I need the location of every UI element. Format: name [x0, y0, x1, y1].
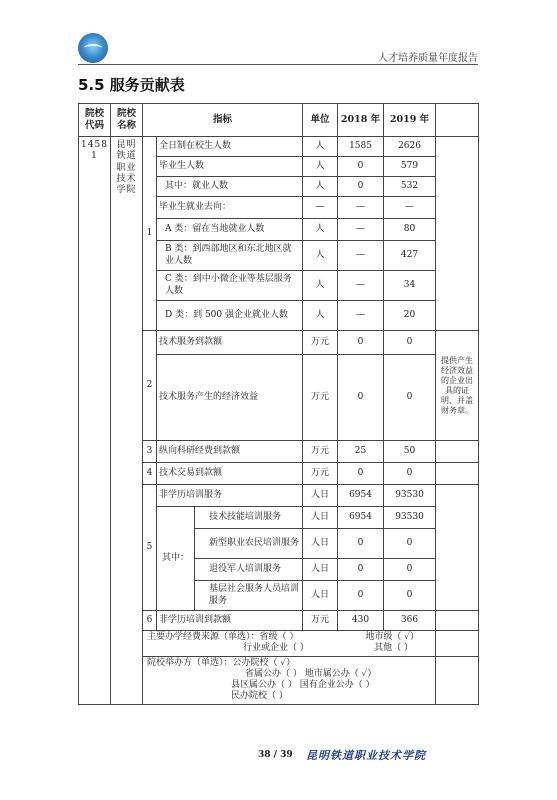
row-label: 技术技能培训服务 — [195, 507, 303, 529]
group-number: 2 — [143, 331, 157, 441]
row-2019: 0 — [384, 463, 436, 485]
operator-private-option: 民办院校（ ） — [231, 691, 288, 702]
row-note-empty — [436, 611, 479, 631]
evidence-note: 提供产生经济效益的企业出具的证明、并盖财务章。 — [436, 331, 479, 441]
row-2019: — — [384, 197, 436, 219]
row-unit: 万元 — [303, 355, 338, 441]
row-unit: 人日 — [303, 485, 338, 507]
header-indicator: 指标 — [143, 104, 303, 137]
row-2019: 532 — [384, 177, 436, 197]
row-2018: — — [338, 219, 384, 241]
row-unit: 万元 — [303, 331, 338, 355]
row-2019: 0 — [384, 331, 436, 355]
among-label: 其中： — [157, 507, 195, 611]
row-label: 纵向科研经费到款额 — [157, 441, 303, 463]
group-number: 6 — [143, 611, 157, 631]
row-note-empty — [436, 485, 479, 611]
funding-industry-option: 行业或企业（ ） — [243, 643, 309, 654]
operator-county-stateowned-option: 县区属公办（ ） 国有企业公办（ ） — [231, 680, 375, 690]
row-note-empty — [436, 463, 479, 485]
row-unit: 人 — [303, 137, 338, 157]
row-2019: 0 — [384, 559, 436, 581]
row-2019: 0 — [384, 581, 436, 611]
row-unit: 人 — [303, 219, 338, 241]
row-label: 技术交易到款额 — [157, 463, 303, 485]
row-label: B 类：到西部地区和东北地区就业人数 — [157, 241, 303, 271]
table-row — [79, 137, 479, 157]
row-note-empty — [436, 656, 479, 704]
row-2019: 34 — [384, 271, 436, 301]
row-2018: 0 — [338, 355, 384, 441]
row-label: 新型职业农民培训服务 — [195, 529, 303, 559]
row-label: 非学历培训到款额 — [157, 611, 303, 631]
row-2019: 427 — [384, 241, 436, 271]
row-2019: 50 — [384, 441, 436, 463]
funding-provincial-option: 主要办学经费来源（单选）：省级（ ） — [147, 632, 299, 642]
row-label: 毕业生人数 — [157, 157, 303, 177]
row-2018: — — [338, 241, 384, 271]
row-unit: 人日 — [303, 581, 338, 611]
row-unit: 人日 — [303, 559, 338, 581]
row-2018: — — [338, 301, 384, 331]
school-name: 昆明铁道职业技术学院 — [111, 137, 143, 705]
row-note-empty — [436, 137, 479, 331]
row-2018: 25 — [338, 441, 384, 463]
report-title: 人才培养质量年度报告 — [378, 53, 478, 64]
row-label: 非学历培训服务 — [157, 485, 303, 507]
row-2018: 0 — [338, 331, 384, 355]
row-2018: 0 — [338, 157, 384, 177]
row-2019: 93530 — [384, 507, 436, 529]
row-label: 技术服务到款额 — [157, 331, 303, 355]
header-unit: 单位 — [303, 104, 338, 137]
row-label: 其中：就业人数 — [157, 177, 303, 197]
row-2019: 579 — [384, 157, 436, 177]
funding-municipal-option: 地市级（ ✓） — [365, 632, 420, 642]
row-unit: 万元 — [303, 611, 338, 631]
row-label: A 类：留在当地就业人数 — [157, 219, 303, 241]
service-contribution-table — [78, 103, 479, 705]
operator-provincial-municipal-option: 省属公办（ ） 地市属公办（ ✓） — [245, 668, 377, 679]
header-row — [79, 104, 479, 137]
row-2018: 0 — [338, 559, 384, 581]
row-2018: 1585 — [338, 137, 384, 157]
row-label: D 类：到 500 强企业就业人数 — [157, 301, 303, 331]
row-unit: 人 — [303, 271, 338, 301]
funding-other-option: 其他（ ） — [374, 643, 414, 654]
row-2018: 0 — [338, 529, 384, 559]
header-2019: 2019 年 — [384, 104, 436, 137]
row-2019: 366 — [384, 611, 436, 631]
row-unit: 人 — [303, 177, 338, 197]
row-2019: 80 — [384, 219, 436, 241]
row-note-empty — [436, 441, 479, 463]
group-number: 3 — [143, 441, 157, 463]
row-label: C 类：到中小微企业等基层服务人数 — [157, 271, 303, 301]
header-2018: 2018 年 — [338, 104, 384, 137]
row-2018: 0 — [338, 463, 384, 485]
row-unit: 人 — [303, 157, 338, 177]
row-2019: 0 — [384, 529, 436, 559]
row-label: 毕业生就业去向： — [157, 197, 303, 219]
group-number: 1 — [143, 137, 157, 331]
header-divider — [78, 64, 478, 65]
row-2018: 0 — [338, 581, 384, 611]
row-2019: 0 — [384, 355, 436, 441]
row-2018: — — [338, 271, 384, 301]
row-label: 退役军人培训服务 — [195, 559, 303, 581]
row-label: 基层社会服务人员培训服务 — [195, 581, 303, 611]
school-logo — [78, 33, 108, 63]
row-2019: 20 — [384, 301, 436, 331]
row-unit: 人 — [303, 301, 338, 331]
row-2018: 6954 — [338, 507, 384, 529]
row-unit: 万元 — [303, 441, 338, 463]
row-label: 全日制在校生人数 — [157, 137, 303, 157]
header-name: 院校名称 — [111, 104, 143, 137]
row-2018: 6954 — [338, 485, 384, 507]
page-number: 38 / 39 — [258, 750, 293, 760]
row-unit: — — [303, 197, 338, 219]
header-code: 院校代码 — [79, 104, 111, 137]
group-number: 5 — [143, 485, 157, 611]
row-note-empty — [436, 631, 479, 657]
row-unit: 人日 — [303, 529, 338, 559]
row-unit: 人日 — [303, 507, 338, 529]
row-2019: 2626 — [384, 137, 436, 157]
row-2019: 93530 — [384, 485, 436, 507]
school-code: 14581 — [79, 137, 111, 705]
row-unit: 万元 — [303, 463, 338, 485]
row-2018: 430 — [338, 611, 384, 631]
row-2018: — — [338, 197, 384, 219]
row-2018: 0 — [338, 177, 384, 197]
operator-public-option: 院校举办方（单选）：公办院校（ ✓） — [147, 657, 296, 668]
row-unit: 人 — [303, 241, 338, 271]
footer-school-name: 昆明铁道职业技术学院 — [306, 749, 426, 762]
section-title: 5.5 服务贡献表 — [78, 76, 185, 94]
row-label: 技术服务产生的经济效益 — [157, 355, 303, 441]
header-note — [436, 104, 479, 137]
group-number: 4 — [143, 463, 157, 485]
